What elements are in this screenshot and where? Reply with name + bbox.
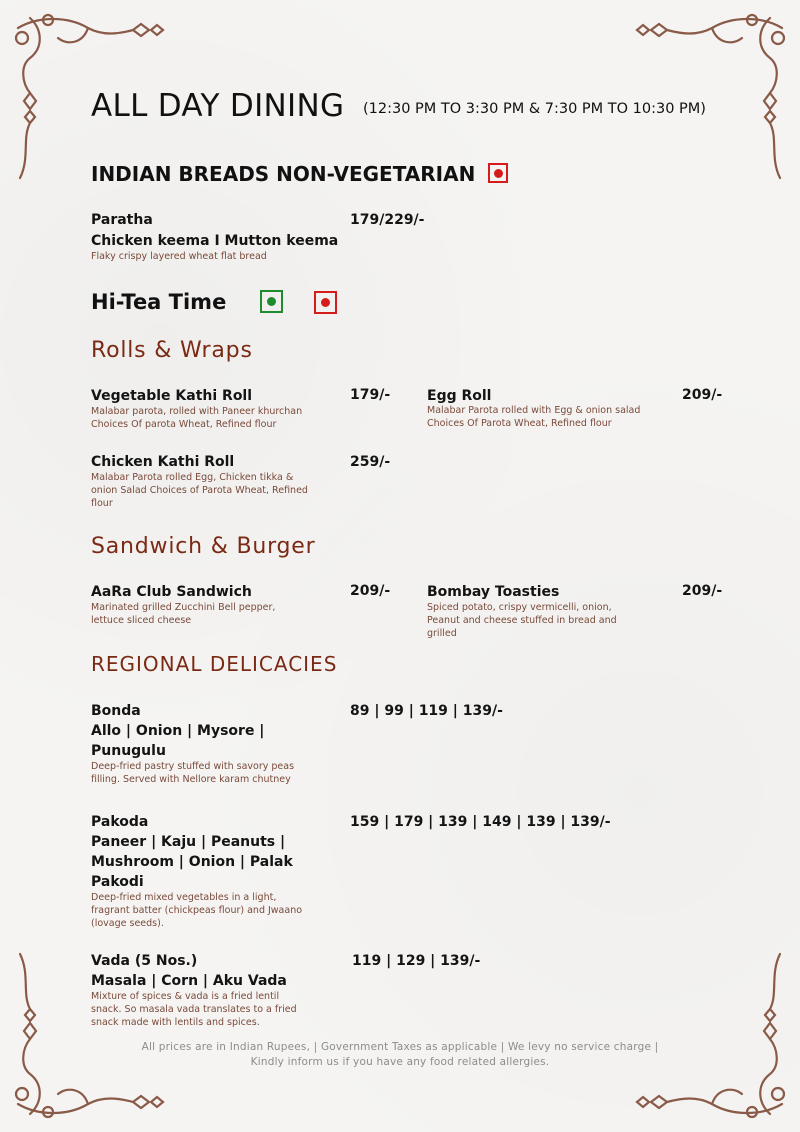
- item-name: Vada (5 Nos.): [91, 953, 198, 969]
- item-price: 209/-: [682, 387, 723, 403]
- non-veg-icon: [488, 163, 508, 183]
- section-heading-indian-breads: INDIAN BREADS NON-VEGETARIAN: [91, 162, 476, 186]
- item-name: Paratha: [91, 212, 153, 228]
- section-heading-regional: REGIONAL DELICACIES: [91, 652, 338, 676]
- item-description: Spiced potato, crispy vermicelli, onion, Peanut and cheese stuffed in bread and grilled: [427, 602, 617, 639]
- item-variants: Allo | Onion | Mysore |: [91, 723, 265, 739]
- page-title: ALL DAY DINING: [91, 88, 345, 124]
- item-variants: Chicken keema I Mutton keema: [91, 233, 339, 249]
- item-variants: Mushroom | Onion | Palak: [91, 854, 293, 870]
- item-price: 179/-: [350, 387, 391, 403]
- item-description: Deep-fried pastry stuffed with savory peas filling. Served with Nellore karam chutney: [91, 761, 295, 785]
- item-price: 209/-: [350, 583, 391, 599]
- item-variants: Punugulu: [91, 743, 166, 759]
- section-heading-rolls-wraps: Rolls & Wraps: [91, 338, 253, 363]
- section-heading-hi-tea: Hi-Tea Time: [91, 290, 227, 314]
- corner-ornament-bottom-right: [612, 944, 792, 1124]
- item-price: 159 | 179 | 139 | 149 | 139 | 139/-: [350, 814, 611, 830]
- item-description: Malabar Parota rolled Egg, Chicken tikka & onion Salad Choices of Parota Wheat, Refined flour: [91, 472, 308, 509]
- item-price: 179/229/-: [350, 212, 425, 228]
- item-name: Egg Roll: [427, 388, 492, 404]
- non-veg-icon: [314, 291, 337, 314]
- item-price: 259/-: [350, 454, 391, 470]
- item-description: Flaky crispy layered wheat flat bread: [91, 251, 267, 262]
- section-heading-sandwich-burger: Sandwich & Burger: [91, 534, 316, 559]
- item-description: Marinated grilled Zucchini Bell pepper, lettuce sliced cheese: [91, 602, 276, 626]
- item-description: Malabar Parota rolled with Egg & onion salad Choices Of Parota Wheat, Refined flour: [427, 405, 641, 429]
- item-price: 209/-: [682, 583, 723, 599]
- item-price: 89 | 99 | 119 | 139/-: [350, 703, 503, 719]
- item-description: Mixture of spices & vada is a fried lentil snack. So masala vada translates to a fried snack made with lentils and spices.: [91, 991, 297, 1028]
- item-name: Chicken Kathi Roll: [91, 454, 235, 470]
- item-name: Vegetable Kathi Roll: [91, 388, 253, 404]
- service-timings: (12:30 PM TO 3:30 PM & 7:30 PM TO 10:30 PM): [363, 101, 706, 117]
- veg-icon: [260, 290, 283, 313]
- item-price: 119 | 129 | 139/-: [352, 953, 481, 969]
- footer-allergy-note: Kindly inform us if you have any food related allergies.: [250, 1056, 550, 1068]
- item-description: Malabar parota, rolled with Paneer khurchan Choices Of parota Wheat, Refined flour: [91, 406, 303, 430]
- corner-ornament-top-right: [612, 8, 792, 188]
- item-variants: Pakodi: [91, 874, 144, 890]
- item-description: Deep-fried mixed vegetables in a light, fragrant batter (chickpeas flour) and Jwaano (lovage seeds).: [91, 892, 303, 929]
- item-name: Pakoda: [91, 814, 149, 830]
- item-variants: Paneer | Kaju | Peanuts |: [91, 834, 286, 850]
- item-name: AaRa Club Sandwich: [91, 584, 252, 600]
- item-variants: Masala | Corn | Aku Vada: [91, 973, 287, 989]
- item-name: Bonda: [91, 703, 141, 719]
- footer-note: All prices are in Indian Rupees, | Government Taxes as applicable | We levy no service charge |: [141, 1041, 659, 1053]
- item-name: Bombay Toasties: [427, 584, 560, 600]
